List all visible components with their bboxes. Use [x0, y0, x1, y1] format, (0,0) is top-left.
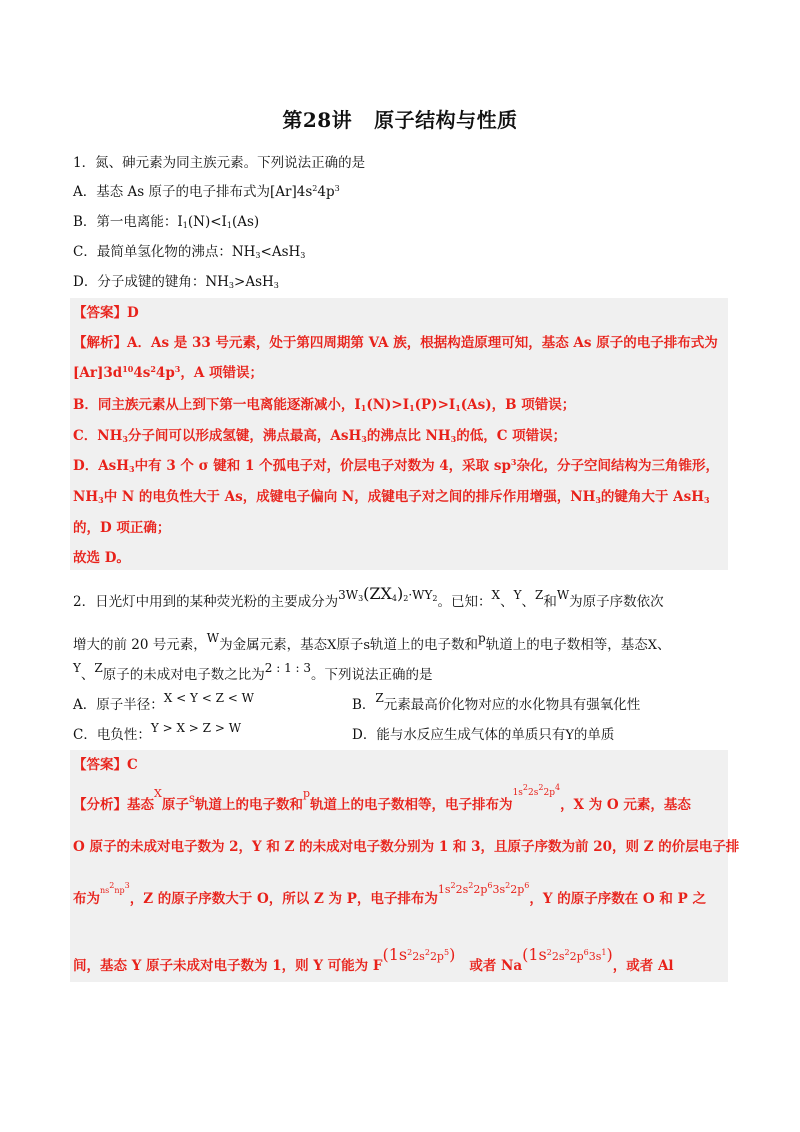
page-title [0, 104, 800, 133]
q1-stem: 1．氮、砷元素为同主族元素。下列说法正确的是 [73, 155, 366, 171]
q2-stem-2: 增大的前 20 号元素，W为金属元素，基态X原子s轨道上的电子数和p轨道上的电子数相等，基态X、 [73, 631, 671, 653]
lecture-topic: 原子结构与性质 [374, 108, 518, 132]
q1-option-c: C．最简单氢化物的沸点：$NH_3<AsH_3$ [73, 244, 306, 260]
q1-explanation-6: $NH_3$中 N 的电负性大于 As，成键电子偏向 N，成键电子对之间的排斥作用增强，$NH_3$的键角大于 AsH$_3$ [73, 489, 710, 505]
q2-option-c: C．电负性：Y > X > Z > W [73, 721, 242, 743]
q1-option-a: A．基态 As 原子的电子排布式为$[Ar]4s^24p^3$ [73, 184, 340, 200]
q2-analysis-4: 间，基态 Y 原子未成对电子数为 1，则 Y 可能为 $F^{(1s^22s^22p^5)}$或者 $Na^{(1s^22s^22p^63s^1)}$，或者 Al [73, 945, 674, 974]
q2-analysis-1: 【分析】基态$^X$原子s轨道上的电子数和$^p$轨道上的电子数相等，电子排布为$^{1s^22s^22p^4}$，X 为 O 元素，基态 [73, 783, 691, 813]
q2-stem-3: Y、Z原子的未成对电子数之比为2 : 1 : 3。下列说法正确的是 [73, 661, 433, 683]
q1-answer: 【答案】D [73, 305, 139, 321]
q2-option-d: D．能与水反应生成气体的单质只有Y的单质 [352, 727, 615, 743]
q2-analysis-3: 布为$^{ns^2np^3}$，Z 的原子序数大于 O，所以 Z 为 P，电子排布为$^{1s^22s^22p^63s^22p^6}$，Y 的原子序数在 O 和 P 之 [73, 881, 706, 907]
q2-option-a: A．原子半径：X < Y < Z < W [73, 691, 254, 713]
lecture-number: 第28讲 [282, 108, 353, 132]
q2-option-b: B．Z元素最高价化物对应的水化物具有强氧化性 [352, 691, 641, 713]
q1-explanation-1: 【解析】A．As 是 33 号元素，处于第四周期第 VA 族，根据构造原理可知，基态 As 原子的电子排布式为 [73, 335, 718, 351]
q1-explanation-5: D．AsH$_3$中有 3 个 σ 键和 1 个孤电子对，价层电子对数为 4，采取 $sp^3$杂化，分子空间结构为三角锥形， [73, 457, 719, 474]
q1-explanation-7: 的，D 项正确； [73, 520, 171, 536]
q1-explanation-4: C．$NH_3$分子间可以形成氢键，沸点最高，AsH$_3$的沸点比 $NH_3$的低，C 项错误； [73, 428, 567, 444]
q1-option-b: B．第一电离能：$I_1(N)<I_1(As)$ [73, 214, 260, 230]
q2-analysis-2: O 原子的未成对电子数为 2，Y 和 Z 的未成对电子数分别为 1 和 3，且原子序数为前 20，则 Z 的价层电子排 [73, 839, 740, 855]
q1-explanation-2: $[Ar]3d^{10}4s^24p^3$，A 项错误； [73, 364, 264, 381]
q2-stem-1: 2．日光灯中用到的某种荧光粉的主要成分为$3W_3(ZX_4)_2\cdot WY_2$。已知：X、Y、Z和W为原子序数依次 [73, 584, 664, 610]
q1-explanation-8: 故选 D。 [73, 550, 130, 566]
q1-explanation-3: B．同主族元素从上到下第一电离能逐渐减小，$I_1(N)>I_1(P)>I_1(As)$，B 项错误； [73, 397, 576, 413]
q1-option-d: D．分子成键的键角：$NH_3>AsH_3$ [73, 274, 279, 290]
q2-answer: 【答案】C [73, 757, 138, 773]
